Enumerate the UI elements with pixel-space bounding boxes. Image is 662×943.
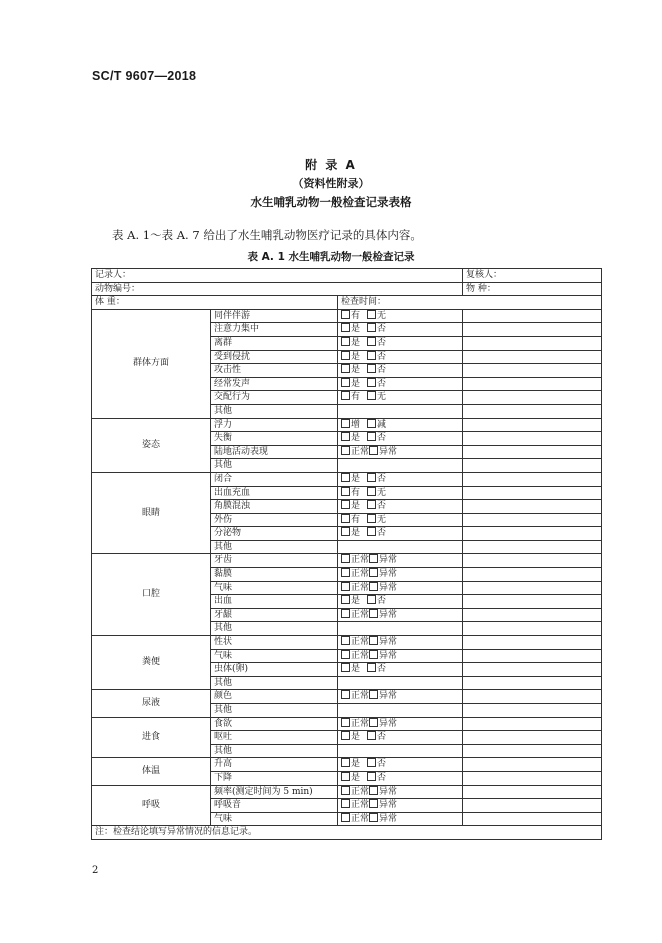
option-cell [338, 690, 463, 704]
category-cell: 呼吸 [92, 785, 211, 826]
checkbox[interactable] [341, 554, 350, 563]
option-label: 是 [351, 501, 361, 512]
option-cell [338, 649, 463, 663]
checkbox[interactable] [367, 337, 376, 346]
option-cell [338, 554, 463, 568]
option-label: 是 [351, 378, 361, 389]
result-cell[interactable] [463, 404, 602, 418]
result-cell[interactable] [463, 527, 602, 541]
option-label: 异常 [379, 555, 398, 566]
checkbox[interactable] [341, 364, 350, 373]
checkbox[interactable] [341, 419, 350, 428]
table-row [92, 717, 602, 731]
item-label: 性状 [211, 636, 338, 650]
checkbox[interactable] [341, 473, 350, 482]
result-cell[interactable] [463, 350, 602, 364]
appendix-nature: （资料性附录） [292, 177, 370, 190]
item-label: 分泌物 [211, 527, 338, 541]
option-label: 有 [351, 392, 361, 403]
checkbox[interactable] [367, 351, 376, 360]
checkbox[interactable] [341, 731, 350, 740]
option-label: 正常 [351, 813, 370, 824]
checkbox[interactable] [369, 786, 378, 795]
option-label: 正常 [351, 786, 370, 797]
option-label: 是 [351, 732, 361, 743]
result-cell[interactable] [463, 595, 602, 609]
result-cell[interactable] [463, 336, 602, 350]
item-label: 其他 [211, 459, 338, 473]
option-label: 正常 [351, 446, 370, 457]
checkbox[interactable] [367, 323, 376, 332]
option-label: 否 [377, 596, 387, 607]
result-cell[interactable] [463, 540, 602, 554]
option-cell [338, 377, 463, 391]
checkbox[interactable] [341, 391, 350, 400]
item-label: 失衡 [211, 432, 338, 446]
option-label: 否 [377, 365, 387, 376]
option-cell [338, 309, 463, 323]
option-label: 否 [377, 433, 387, 444]
option-label: 异常 [379, 800, 398, 811]
checkbox[interactable] [341, 432, 350, 441]
result-cell[interactable] [463, 663, 602, 677]
item-label: 呼吸音 [211, 799, 338, 813]
option-label: 异常 [379, 650, 398, 661]
result-cell[interactable] [463, 799, 602, 813]
option-label: 无 [377, 310, 387, 321]
option-label: 有 [351, 487, 361, 498]
table-note: 注：检查结论填写异常情况的信息记录。 [92, 826, 602, 840]
option-label: 是 [351, 596, 361, 607]
checkbox[interactable] [341, 636, 350, 645]
checkbox[interactable] [367, 772, 376, 781]
option-label: 有 [351, 310, 361, 321]
category-cell: 眼睛 [92, 472, 211, 554]
checkbox[interactable] [341, 813, 350, 822]
option-label: 异常 [379, 569, 398, 580]
result-cell[interactable] [463, 744, 602, 758]
item-label: 气味 [211, 649, 338, 663]
option-label: 正常 [351, 650, 370, 661]
result-cell[interactable] [463, 391, 602, 405]
option-cell [338, 540, 463, 554]
option-label: 增 [351, 419, 361, 430]
item-label: 外伤 [211, 513, 338, 527]
species-field[interactable]: 物 种： [463, 282, 602, 296]
option-label: 异常 [379, 718, 398, 729]
table-row [92, 636, 602, 650]
result-cell[interactable] [463, 554, 602, 568]
result-cell[interactable] [463, 771, 602, 785]
option-cell [338, 404, 463, 418]
result-cell[interactable] [463, 676, 602, 690]
checkbox[interactable] [367, 487, 376, 496]
option-label: 无 [377, 392, 387, 403]
option-cell [338, 717, 463, 731]
option-cell [338, 744, 463, 758]
checkbox[interactable] [367, 731, 376, 740]
category-cell: 群体方面 [92, 309, 211, 418]
checkbox[interactable] [341, 690, 350, 699]
option-label: 否 [377, 772, 387, 783]
item-label: 攻击性 [211, 364, 338, 378]
result-cell[interactable] [463, 581, 602, 595]
result-cell[interactable] [463, 812, 602, 826]
checkbox[interactable] [367, 527, 376, 536]
option-label: 正常 [351, 800, 370, 811]
checkbox[interactable] [341, 609, 350, 618]
option-label: 异常 [379, 582, 398, 593]
result-cell[interactable] [463, 622, 602, 636]
item-label: 气味 [211, 581, 338, 595]
option-label: 异常 [379, 446, 398, 457]
result-cell[interactable] [463, 785, 602, 799]
item-label: 受到侵扰 [211, 350, 338, 364]
intro-paragraph: 表 A. 1～表 A. 7 给出了水生哺乳动物医疗记录的具体内容。 [112, 228, 422, 242]
checkbox[interactable] [341, 323, 350, 332]
result-cell[interactable] [463, 568, 602, 582]
checkbox[interactable] [341, 378, 350, 387]
item-label: 其他 [211, 404, 338, 418]
option-cell [338, 513, 463, 527]
checkbox[interactable] [369, 609, 378, 618]
result-cell[interactable] [463, 717, 602, 731]
option-label: 是 [351, 433, 361, 444]
page-number: 2 [92, 865, 99, 876]
option-label: 是 [351, 759, 361, 770]
table-caption: 表 A. 1 水生哺乳动物一般检查记录 [247, 251, 415, 263]
item-label: 出血充血 [211, 486, 338, 500]
result-cell[interactable] [463, 377, 602, 391]
option-cell [338, 432, 463, 446]
checkbox[interactable] [369, 650, 378, 659]
checkbox[interactable] [341, 527, 350, 536]
checkbox[interactable] [341, 568, 350, 577]
option-label: 有 [351, 514, 361, 525]
category-cell: 体温 [92, 758, 211, 785]
option-label: 无 [377, 487, 387, 498]
option-cell [338, 771, 463, 785]
result-cell[interactable] [463, 364, 602, 378]
item-label: 经常发声 [211, 377, 338, 391]
checkbox[interactable] [341, 663, 350, 672]
item-label: 其他 [211, 704, 338, 718]
option-cell [338, 527, 463, 541]
table-row [92, 472, 602, 486]
result-cell[interactable] [463, 608, 602, 622]
category-cell: 姿态 [92, 418, 211, 472]
option-cell [338, 663, 463, 677]
item-label: 出血 [211, 595, 338, 609]
result-cell[interactable] [463, 445, 602, 459]
info-row-weight [92, 296, 602, 310]
option-label: 否 [377, 351, 387, 362]
option-cell [338, 799, 463, 813]
checkbox[interactable] [341, 500, 350, 509]
checkbox[interactable] [369, 799, 378, 808]
option-label: 正常 [351, 555, 370, 566]
category-cell: 进食 [92, 717, 211, 758]
option-label: 正常 [351, 718, 370, 729]
option-cell [338, 500, 463, 514]
checkbox[interactable] [341, 758, 350, 767]
checkbox[interactable] [367, 500, 376, 509]
option-label: 否 [377, 501, 387, 512]
checkbox[interactable] [341, 514, 350, 523]
check-time-field[interactable]: 检查时间： [338, 296, 602, 310]
checkbox[interactable] [369, 813, 378, 822]
item-label: 颜色 [211, 690, 338, 704]
exam-record-table [91, 268, 602, 840]
checkbox[interactable] [341, 772, 350, 781]
checkbox[interactable] [369, 718, 378, 727]
item-label: 离群 [211, 336, 338, 350]
item-label: 下降 [211, 771, 338, 785]
option-cell [338, 622, 463, 636]
result-cell[interactable] [463, 636, 602, 650]
recorder-field[interactable]: 记录人： [92, 269, 463, 283]
option-label: 否 [377, 664, 387, 675]
item-label: 其他 [211, 622, 338, 636]
item-label: 同伴伴游 [211, 309, 338, 323]
option-label: 否 [377, 528, 387, 539]
option-cell [338, 595, 463, 609]
option-cell [338, 568, 463, 582]
result-cell[interactable] [463, 432, 602, 446]
option-cell [338, 608, 463, 622]
option-cell [338, 581, 463, 595]
animal-id-field[interactable]: 动物编号： [92, 282, 463, 296]
item-label: 其他 [211, 540, 338, 554]
checkbox[interactable] [341, 337, 350, 346]
option-label: 是 [351, 324, 361, 335]
category-cell: 粪便 [92, 636, 211, 690]
checkbox[interactable] [341, 786, 350, 795]
option-label: 是 [351, 351, 361, 362]
checkbox[interactable] [367, 391, 376, 400]
result-cell[interactable] [463, 418, 602, 432]
checkbox[interactable] [341, 310, 350, 319]
item-label: 其他 [211, 676, 338, 690]
item-label: 注意力集中 [211, 323, 338, 337]
result-cell[interactable] [463, 323, 602, 337]
table-row [92, 418, 602, 432]
option-cell [338, 812, 463, 826]
checkbox[interactable] [341, 595, 350, 604]
option-cell [338, 472, 463, 486]
option-label: 是 [351, 337, 361, 348]
item-label: 角膜混浊 [211, 500, 338, 514]
checkbox[interactable] [369, 690, 378, 699]
option-cell [338, 758, 463, 772]
checkbox[interactable] [341, 582, 350, 591]
result-cell[interactable] [463, 513, 602, 527]
option-cell [338, 323, 463, 337]
item-label: 虫体(卵) [211, 663, 338, 677]
item-label: 牙龈 [211, 608, 338, 622]
option-label: 无 [377, 514, 387, 525]
option-cell [338, 676, 463, 690]
option-label: 否 [377, 337, 387, 348]
option-cell [338, 350, 463, 364]
option-label: 是 [351, 365, 361, 376]
reviewer-field[interactable]: 复核人： [463, 269, 602, 283]
option-label: 异常 [379, 691, 398, 702]
item-label: 其他 [211, 744, 338, 758]
checkbox[interactable] [367, 432, 376, 441]
result-cell[interactable] [463, 500, 602, 514]
result-cell[interactable] [463, 649, 602, 663]
option-label: 正常 [351, 691, 370, 702]
item-label: 牙齿 [211, 554, 338, 568]
option-label: 异常 [379, 637, 398, 648]
info-row-recorder [92, 269, 602, 283]
item-label: 浮力 [211, 418, 338, 432]
result-cell[interactable] [463, 690, 602, 704]
option-cell [338, 459, 463, 473]
option-label: 否 [377, 473, 387, 484]
item-label: 升高 [211, 758, 338, 772]
category-cell: 口腔 [92, 554, 211, 636]
checkbox[interactable] [367, 473, 376, 482]
appendix-title: 附 录 A [305, 158, 357, 172]
checkbox[interactable] [369, 554, 378, 563]
option-label: 否 [377, 759, 387, 770]
item-label: 呕吐 [211, 731, 338, 745]
checkbox[interactable] [367, 663, 376, 672]
option-cell [338, 418, 463, 432]
option-label: 否 [377, 378, 387, 389]
checkbox[interactable] [367, 595, 376, 604]
table-row [92, 554, 602, 568]
item-label: 交配行为 [211, 391, 338, 405]
result-cell[interactable] [463, 704, 602, 718]
table-row [92, 758, 602, 772]
info-row-animal [92, 282, 602, 296]
checkbox[interactable] [369, 446, 378, 455]
result-cell[interactable] [463, 731, 602, 745]
table-row [92, 309, 602, 323]
item-label: 食欲 [211, 717, 338, 731]
checkbox[interactable] [367, 364, 376, 373]
result-cell[interactable] [463, 486, 602, 500]
table-row [92, 785, 602, 799]
option-cell [338, 731, 463, 745]
option-cell [338, 391, 463, 405]
option-label: 是 [351, 664, 361, 675]
option-cell [338, 636, 463, 650]
checkbox[interactable] [341, 650, 350, 659]
checkbox[interactable] [367, 758, 376, 767]
checkbox[interactable] [367, 310, 376, 319]
category-cell: 尿液 [92, 690, 211, 717]
option-cell [338, 785, 463, 799]
item-label: 黏膜 [211, 568, 338, 582]
option-cell [338, 704, 463, 718]
option-label: 否 [377, 732, 387, 743]
checkbox[interactable] [367, 514, 376, 523]
item-label: 陆地活动表现 [211, 445, 338, 459]
standard-code: SC/T 9607—2018 [92, 69, 197, 83]
option-label: 是 [351, 473, 361, 484]
checkbox[interactable] [341, 351, 350, 360]
option-label: 否 [377, 324, 387, 335]
option-label: 正常 [351, 637, 370, 648]
option-cell [338, 364, 463, 378]
checkbox[interactable] [341, 487, 350, 496]
weight-field[interactable]: 体 重： [92, 296, 338, 310]
result-cell[interactable] [463, 472, 602, 486]
checkbox[interactable] [341, 718, 350, 727]
note-row [92, 826, 602, 840]
item-label: 频率(测定时间为 5 min) [211, 785, 338, 799]
option-label: 减 [377, 419, 387, 430]
item-label: 闭合 [211, 472, 338, 486]
option-cell [338, 445, 463, 459]
checkbox[interactable] [367, 419, 376, 428]
result-cell[interactable] [463, 758, 602, 772]
item-label: 气味 [211, 812, 338, 826]
option-label: 正常 [351, 609, 370, 620]
option-label: 正常 [351, 569, 370, 580]
checkbox[interactable] [369, 568, 378, 577]
checkbox[interactable] [341, 446, 350, 455]
checkbox[interactable] [367, 378, 376, 387]
option-label: 异常 [379, 609, 398, 620]
option-label: 是 [351, 772, 361, 783]
option-cell [338, 486, 463, 500]
option-label: 异常 [379, 813, 398, 824]
checkbox[interactable] [369, 636, 378, 645]
result-cell[interactable] [463, 459, 602, 473]
appendix-heading: 水生哺乳动物一般检查记录表格 [250, 195, 412, 209]
option-label: 是 [351, 528, 361, 539]
table-row [92, 690, 602, 704]
option-label: 正常 [351, 582, 370, 593]
checkbox[interactable] [341, 799, 350, 808]
checkbox[interactable] [369, 582, 378, 591]
option-label: 异常 [379, 786, 398, 797]
option-cell [338, 336, 463, 350]
result-cell[interactable] [463, 309, 602, 323]
